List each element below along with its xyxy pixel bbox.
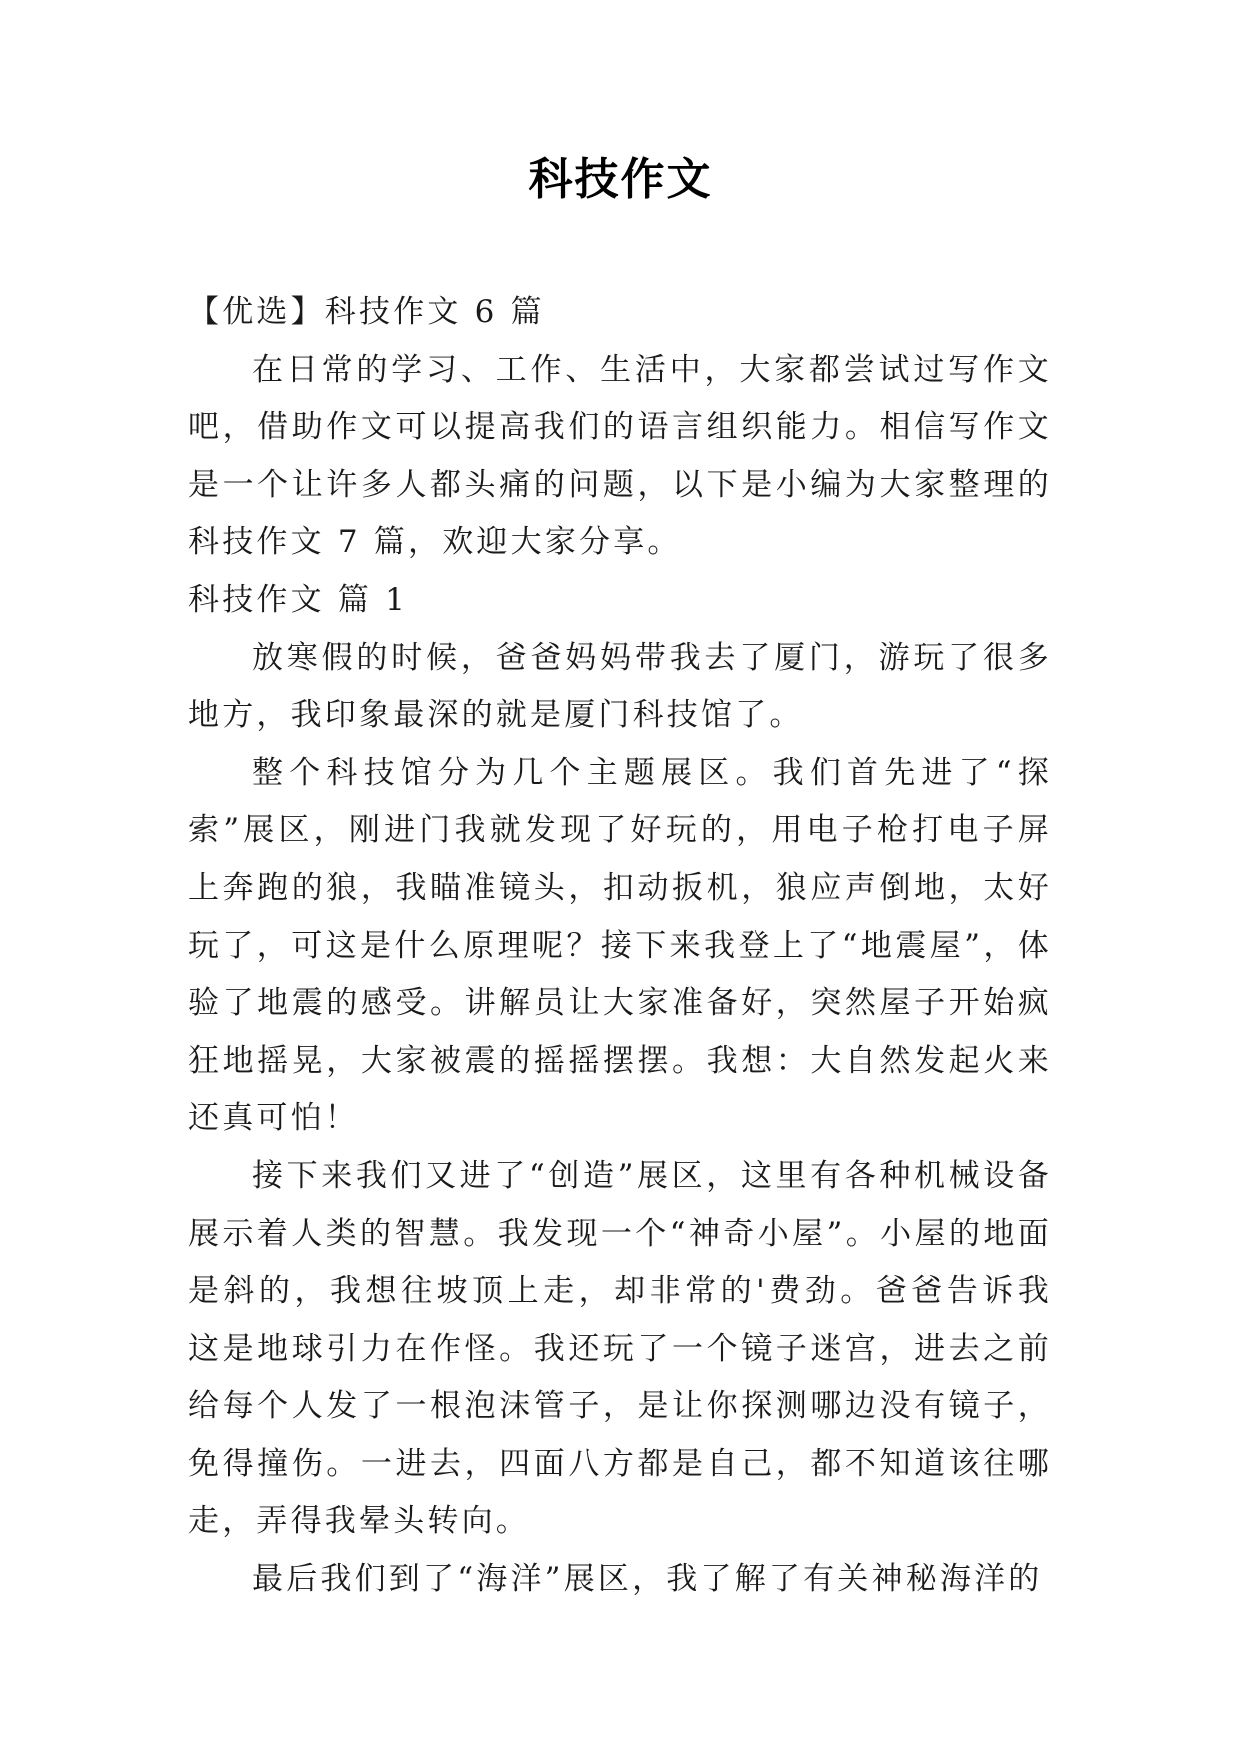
- paragraph: 最后我们到了“海洋”展区，我了解了有关神秘海洋的: [252, 1561, 1043, 1598]
- document-title: 科技作文: [528, 154, 713, 205]
- document-subtitle: 【优选】科技作文 6 篇: [188, 294, 545, 330]
- intro-paragraph: 在日常的学习、工作、生活中，大家都尝试过写作文吧，借助作文可以提高我们的语言组织能力。相信写作文是一个让许多人都头痛的问题，以下是小编为大家整理的科技作文 7 篇，欢迎大家分享。: [188, 351, 1052, 561]
- document-body: [188, 284, 1052, 1609]
- paragraph: 整个科技馆分为几个主题展区。我们首先进了“探索”展区，刚进门我就发现了好玩的，用电子枪打电子屏上奔跑的狼，我瞄准镜头，扣动扳机，狼应声倒地，太好玩了，可这是什么原理呢？接下来我登上了“地震屋”，体验了地震的感受。讲解员让大家准备好，突然屋子开始疯狂地摇晃，大家被震的摇摇摆摆。我想：大自然发起火来还真可怕！: [188, 754, 1052, 1137]
- paragraph: 放寒假的时候，爸爸妈妈带我去了厦门，游玩了很多地方，我印象最深的就是厦门科技馆了。: [188, 639, 1052, 734]
- paragraph: 接下来我们又进了“创造”展区，这里有各种机械设备展示着人类的智慧。我发现一个“神奇小屋”。小屋的地面是斜的，我想往坡顶上走，却非常的'费劲。爸爸告诉我这是地球引力在作怪。我还玩了一个镜子迷宫，进去之前给每个人发了一根泡沫管子，是让你探测哪边没有镜子，免得撞伤。一进去，四面八方都是自己，都不知道该往哪走，弄得我晕头转向。: [188, 1157, 1052, 1540]
- section-heading: 科技作文 篇 1: [188, 581, 409, 618]
